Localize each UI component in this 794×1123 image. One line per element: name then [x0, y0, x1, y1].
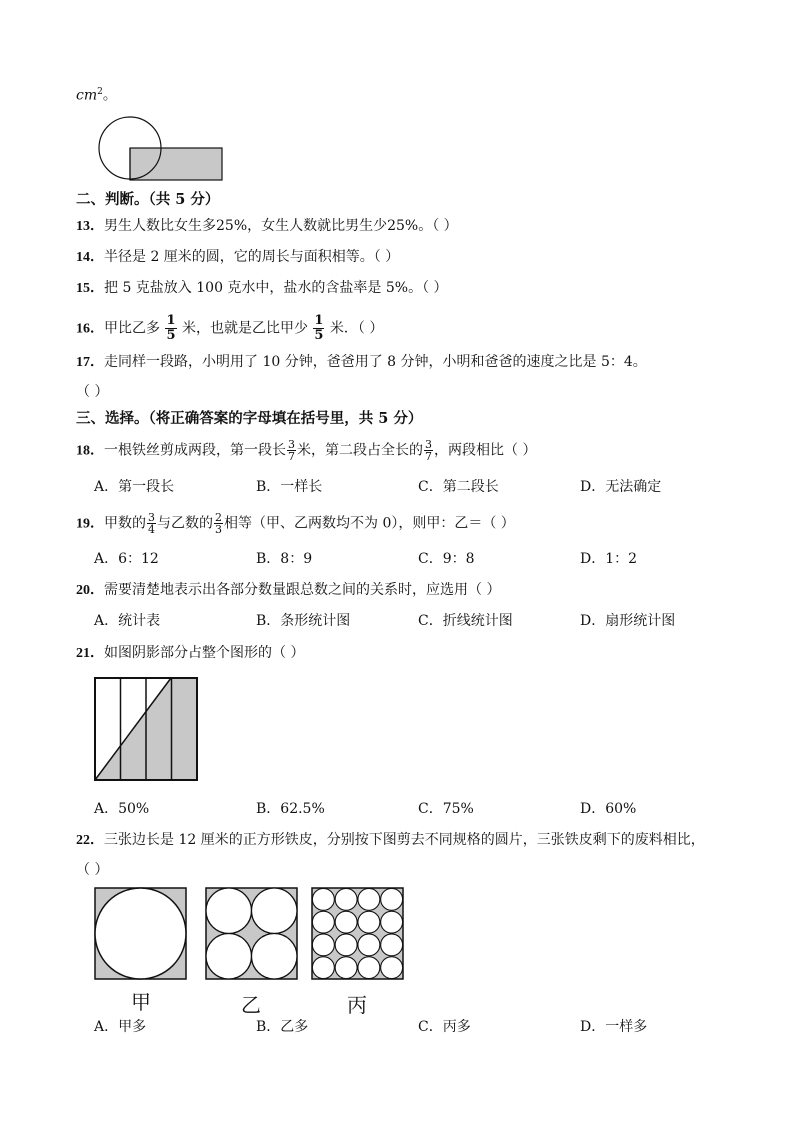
q13-text: 男生人数比女生多25%，女生人数就比男生少25%。（ ） [104, 218, 458, 234]
circle-bing [358, 911, 380, 933]
circle-bing [358, 934, 380, 956]
q19-option-c[interactable]: C．9：8 [418, 551, 475, 567]
q18-text-c: ，两段相比（ ） [434, 442, 537, 459]
q14-number: 14． [76, 250, 104, 265]
q20-option-a[interactable]: A．统计表 [94, 613, 161, 629]
q18-option-a[interactable]: A．第一段长 [94, 479, 175, 495]
circle-jia [95, 888, 186, 979]
q16-frac2-den: 5 [314, 328, 324, 343]
unit-exponent: 2 [97, 87, 103, 97]
q21-number: 21． [76, 646, 104, 661]
question-15 [76, 278, 448, 299]
q20-number: 20． [76, 583, 104, 598]
question-19 [76, 512, 515, 535]
question-14 [76, 247, 399, 268]
circle-bing [381, 934, 403, 956]
q19-option-b[interactable]: B．8：9 [256, 551, 313, 567]
q18-option-d[interactable]: D．无法确定 [580, 479, 662, 495]
q20-text: 需要清楚地表示出各部分数量跟总数之间的关系时，应选用（ ） [104, 582, 501, 598]
q22-paren: （ ） [76, 862, 109, 878]
square-jia-figure [94, 887, 187, 980]
q18-option-c[interactable]: C．第二段长 [418, 479, 499, 495]
q17-number: 17． [76, 355, 104, 370]
circle-bing [381, 957, 403, 979]
question-22 [76, 830, 705, 851]
q12-end: 。 [102, 87, 117, 104]
square-bing-figure [311, 887, 404, 980]
circle-bing [381, 911, 403, 933]
q19-option-a[interactable]: A．6：12 [94, 551, 159, 567]
q16-frac2-num: 1 [314, 313, 324, 328]
q16-number: 16． [76, 321, 104, 337]
q19-frac2-den: 3 [215, 523, 222, 536]
section-3-title: 三、选择。（将正确答案的字母填在括号里，共 5 分） [76, 410, 423, 427]
q20-option-d[interactable]: D．扇形统计图 [580, 613, 676, 629]
q21-text: 如图阴影部分占整个图形的（ ） [104, 645, 305, 661]
q15-number: 15． [76, 281, 104, 296]
circle-yi-4 [252, 934, 298, 980]
q22-number: 22． [76, 833, 104, 848]
circle-yi-3 [206, 934, 252, 980]
section-2-title: 二、判断。（共 5 分） [76, 191, 220, 208]
q21-rectangle-figure [93, 676, 199, 782]
q19-text-a: 甲数的 [104, 515, 146, 532]
q20-option-b[interactable]: B．条形统计图 [256, 613, 351, 629]
circle-bing [335, 957, 357, 979]
circle-yi-1 [206, 888, 252, 934]
q19-text-c: 相等（甲、乙两数均不为 0），则甲：乙＝（ ） [224, 515, 515, 532]
q18-option-b[interactable]: B．一样长 [256, 479, 323, 495]
circle-bing [358, 888, 380, 910]
q18-fraction-2 [424, 439, 433, 462]
q19-fraction-2 [214, 512, 223, 535]
q18-frac1-num: 3 [288, 438, 295, 451]
q22-option-b[interactable]: B．乙多 [256, 1019, 309, 1035]
circle-bing [312, 888, 334, 910]
q18-frac1-den: 7 [288, 450, 295, 463]
circle-bing [335, 888, 357, 910]
q19-frac2-num: 2 [215, 511, 222, 524]
circle-bing [381, 888, 403, 910]
q19-text-b: 与乙数的 [157, 515, 213, 532]
q22-option-c[interactable]: C．丙多 [418, 1019, 471, 1035]
q17-paren: （ ） [76, 384, 109, 400]
q19-frac1-num: 3 [148, 511, 155, 524]
circle-bing [312, 911, 334, 933]
q18-text-a: 一根铁丝剪成两段，第一段长 [104, 442, 286, 459]
q21-option-a[interactable]: A．50% [94, 801, 150, 817]
circle-bing [335, 934, 357, 956]
q14-text: 半径是 2 厘米的圆，它的周长与面积相等。（ ） [104, 249, 400, 265]
q13-number: 13． [76, 219, 104, 234]
q18-number: 18． [76, 443, 104, 459]
q17-text: 走同样一段路，小明用了 10 分钟，爸爸用了 8 分钟，小明和爸爸的速度之比是 5：4。 [104, 354, 647, 370]
q22-option-d[interactable]: D．一样多 [580, 1019, 648, 1035]
q16-frac1-num: 1 [166, 313, 176, 328]
question-17 [76, 352, 647, 373]
q20-option-c[interactable]: C．折线统计图 [418, 613, 513, 629]
q15-text: 把 5 克盐放入 100 克水中，盐水的含盐率是 5%。（ ） [104, 280, 448, 296]
q18-text-b: 米，第二段占全长的 [297, 442, 423, 459]
q21-option-d[interactable]: D．60% [580, 801, 637, 817]
question-16 [76, 314, 383, 343]
circle-bing [358, 957, 380, 979]
circle-rectangle-figure [96, 114, 226, 184]
q16-text-b: 米，也就是乙比甲少 [181, 320, 308, 337]
circle-yi-2 [252, 888, 298, 934]
q16-text-a: 甲比乙多 [104, 320, 160, 337]
q16-text-c: 米．（ ） [329, 320, 384, 337]
circle-bing [312, 934, 334, 956]
circle-bing [312, 957, 334, 979]
q19-number: 19． [76, 516, 104, 532]
label-yi: 乙 [241, 993, 261, 1017]
circle-bing [335, 911, 357, 933]
square-yi-figure [205, 887, 298, 980]
question-13 [76, 216, 458, 237]
q19-fraction-1 [147, 512, 156, 535]
q22-text: 三张边长是 12 厘米的正方形铁皮，分别按下图剪去不同规格的圆片，三张铁皮剩下的废料相比， [104, 832, 705, 848]
q21-option-c[interactable]: C．75% [418, 801, 474, 817]
q16-fraction-1 [165, 314, 176, 343]
q21-option-b[interactable]: B．62.5% [256, 801, 325, 817]
question-18 [76, 439, 536, 462]
unit-cm: cm [76, 87, 98, 104]
q19-option-d[interactable]: D．1：2 [580, 551, 638, 567]
q16-fraction-2 [313, 314, 324, 343]
q19-frac1-den: 4 [148, 523, 155, 536]
q16-frac1-den: 5 [166, 328, 176, 343]
question-20 [76, 580, 500, 601]
q18-fraction-1 [287, 439, 296, 462]
label-jia: 甲 [131, 990, 151, 1014]
q22-option-a[interactable]: A．甲多 [94, 1019, 147, 1035]
q12-tail [76, 82, 117, 106]
q18-frac2-den: 7 [425, 450, 432, 463]
question-21 [76, 643, 304, 664]
label-bing: 丙 [347, 993, 367, 1017]
q18-frac2-num: 3 [425, 438, 432, 451]
